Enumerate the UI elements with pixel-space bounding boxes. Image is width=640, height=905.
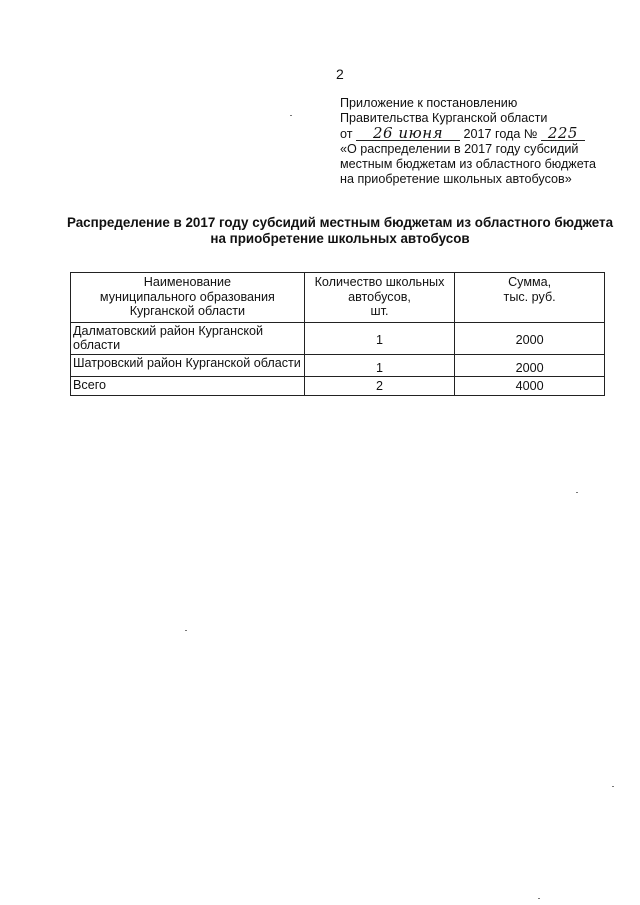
handwritten-date: 26 июня	[356, 126, 460, 141]
decree-title-line-1: «О распределении в 2017 году субсидий	[340, 142, 579, 156]
appendix-line-1: Приложение к постановлению	[340, 96, 518, 110]
row-bus-count: 1	[304, 354, 455, 377]
appendix-date-line	[340, 126, 620, 142]
header-amount: Сумма, тыс. руб.	[455, 273, 605, 323]
table-row-total	[71, 377, 605, 396]
handwritten-number: 225	[541, 126, 585, 141]
row-amount: 2000	[455, 322, 605, 354]
document-title	[60, 215, 620, 247]
scan-speck	[290, 115, 292, 116]
total-amount: 4000	[455, 377, 605, 396]
row-municipality: Далматовский район Курганской области	[71, 322, 305, 354]
document-title-line-1: Распределение в 2017 году субсидий местным бюджетам из областного бюджета	[66, 215, 614, 230]
row-amount: 2000	[455, 354, 605, 377]
header-bus-count: Количество школьных автобусов, шт.	[304, 273, 455, 323]
table-row	[71, 322, 605, 354]
subsidy-table	[70, 272, 605, 396]
total-label: Всего	[71, 377, 305, 396]
table-header-row	[71, 273, 605, 323]
row-municipality: Шатровский район Курганской области	[71, 354, 305, 377]
document-title-line-2: на приобретение школьных автобусов	[210, 231, 470, 246]
row-bus-count: 1	[304, 322, 455, 354]
scan-speck	[538, 898, 540, 899]
appendix-year-text: 2017 года №	[463, 127, 538, 141]
scan-speck	[185, 630, 187, 631]
decree-title-line-3: на приобретение школьных автобусов»	[340, 172, 572, 186]
scan-speck	[576, 492, 578, 493]
appendix-from-prefix: от	[340, 127, 353, 141]
header-municipality: Наименование муниципального образования Курганской области	[71, 273, 305, 323]
page-number: 2	[336, 66, 344, 82]
total-bus-count: 2	[304, 377, 455, 396]
table-row	[71, 354, 605, 377]
appendix-line-2: Правительства Курганской области	[340, 111, 548, 125]
scan-speck	[612, 786, 614, 787]
appendix-block	[340, 96, 620, 187]
decree-title-line-2: местным бюджетам из областного бюджета	[340, 157, 596, 171]
